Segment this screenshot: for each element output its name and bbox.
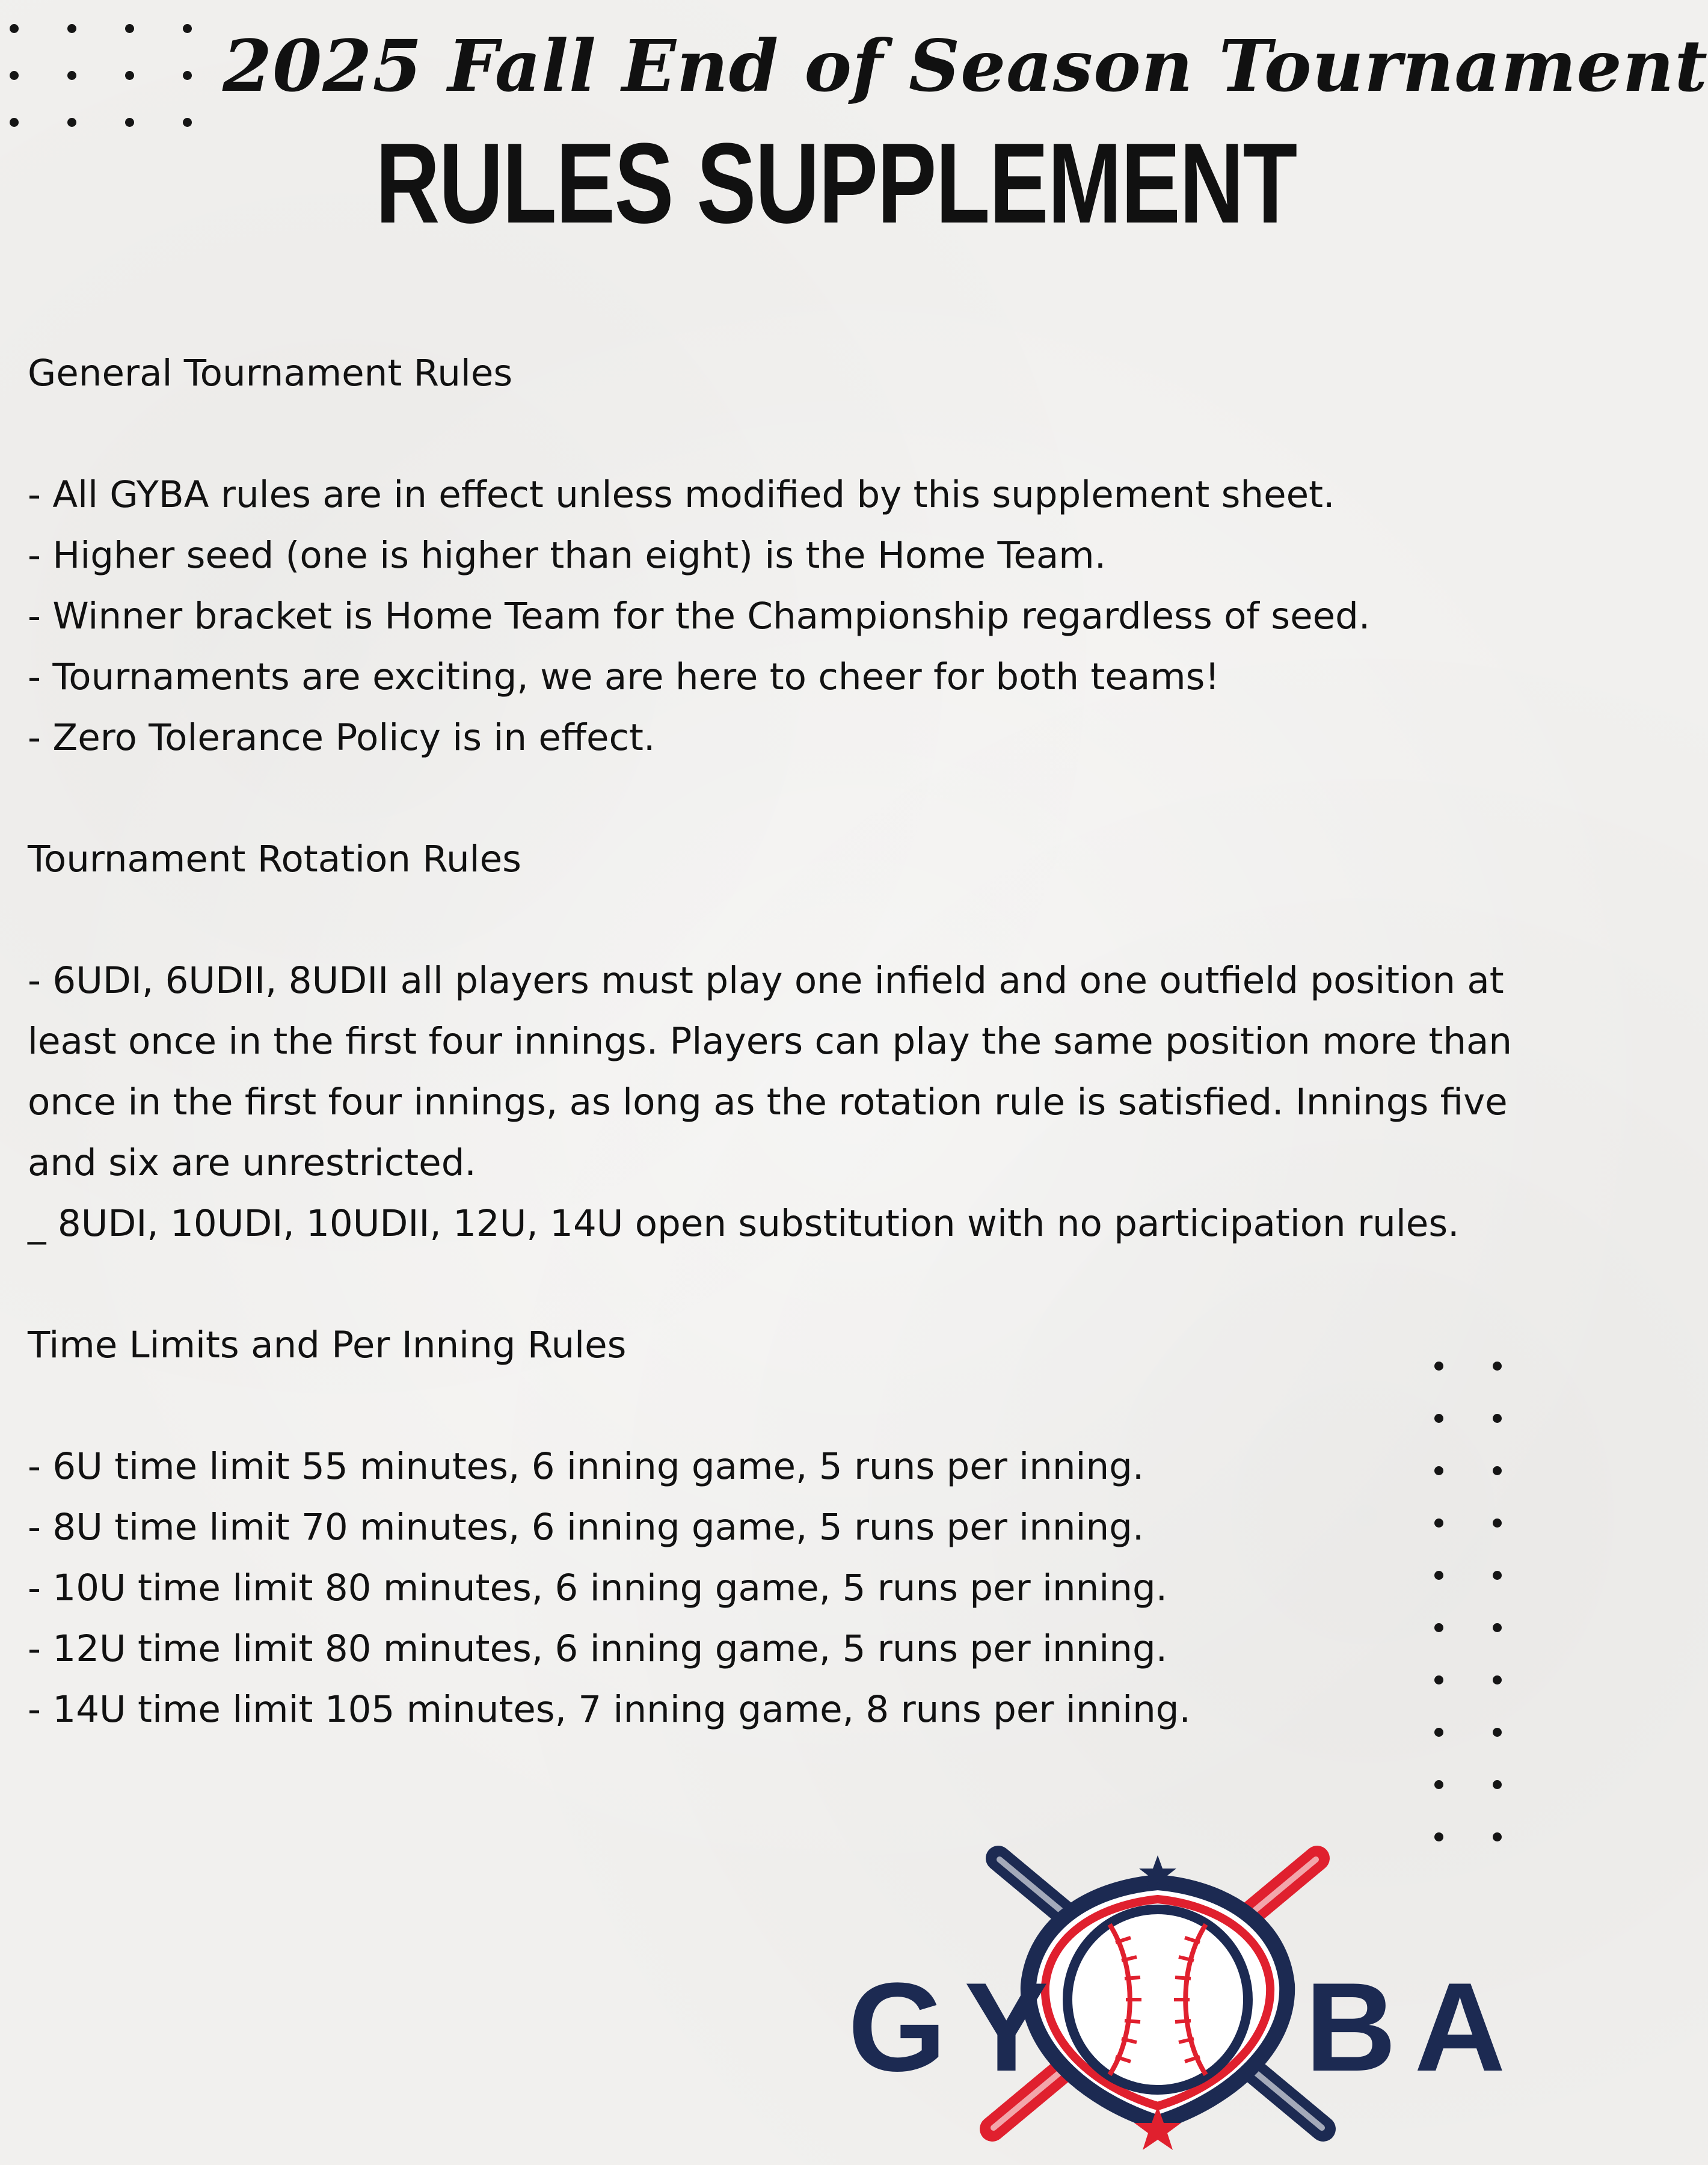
time-limit-line: - 14U time limit 105 minutes, 7 inning game, 8 runs per inning. xyxy=(28,1688,1191,1731)
section-heading-rotation: Tournament Rotation Rules xyxy=(28,838,521,880)
tournament-subtitle: 2025 Fall End of Season Tournament xyxy=(223,24,1708,108)
gyba-logo xyxy=(842,1828,1524,2147)
rotation-rule-paragraph: - 6UDI, 6UDII, 8UDII all players must play one infield and one outfield position at least once in the first four innings. Players can play the same position more than once in the first four innings, as long as the rotation rule is satisfied. Innings five and six are unrestricted. xyxy=(28,959,1513,1184)
section-heading-general: General Tournament Rules xyxy=(28,352,513,395)
rule-line: - Zero Tolerance Policy is in effect. xyxy=(28,716,656,759)
rules-content xyxy=(28,343,1513,1740)
time-limit-line: - 10U time limit 80 minutes, 6 inning game, 5 runs per inning. xyxy=(28,1567,1168,1609)
page-title: RULES SUPPLEMENT xyxy=(375,120,1297,247)
decorative-dots-top xyxy=(10,24,192,127)
rule-line: - Higher seed (one is higher than eight) is the Home Team. xyxy=(28,534,1107,577)
rule-line: - All GYBA rules are in effect unless modified by this supplement sheet. xyxy=(28,473,1335,516)
time-limit-line: - 12U time limit 80 minutes, 6 inning game, 5 runs per inning. xyxy=(28,1627,1168,1670)
logo-text-right: BA xyxy=(1305,1956,1524,2098)
decorative-dots-right xyxy=(1434,1362,1502,1841)
rotation-rule-paragraph: _ 8UDI, 10UDI, 10UDII, 12U, 14U open substitution with no participation rules. xyxy=(28,1202,1460,1245)
time-limit-line: - 8U time limit 70 minutes, 6 inning game, 5 runs per inning. xyxy=(28,1506,1144,1549)
rule-line: - Winner bracket is Home Team for the Championship regardless of seed. xyxy=(28,595,1371,637)
time-limit-line: - 6U time limit 55 minutes, 6 inning game, 5 runs per inning. xyxy=(28,1445,1144,1488)
section-heading-time-limits: Time Limits and Per Inning Rules xyxy=(28,1324,627,1366)
rule-line: - Tournaments are exciting, we are here to cheer for both teams! xyxy=(28,656,1220,698)
logo-text-left: GY xyxy=(848,1956,1067,2098)
